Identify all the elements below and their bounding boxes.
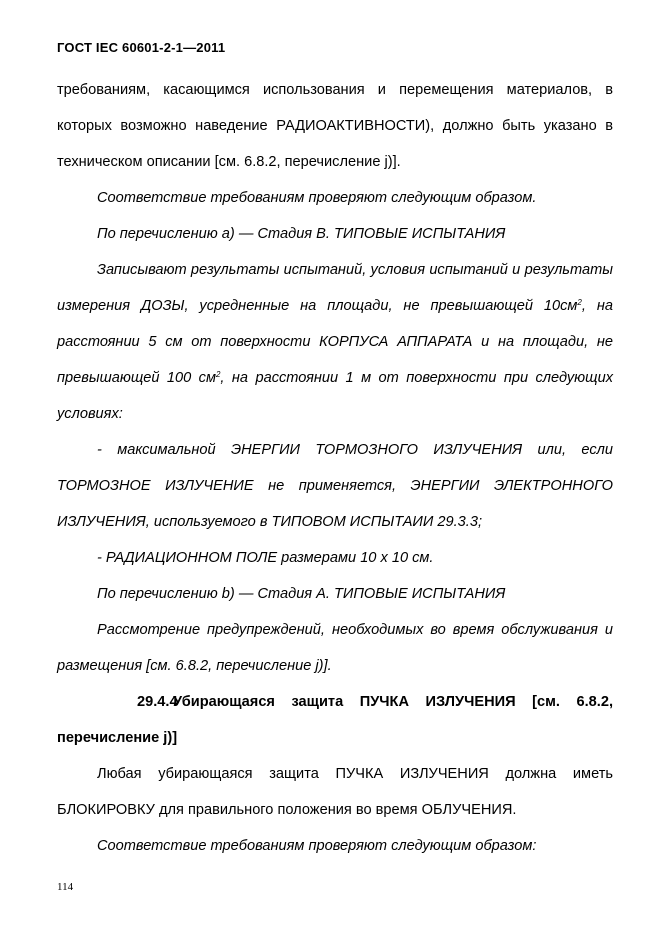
page-body (57, 72, 613, 864)
document-header: ГОСТ IEC 60601-2-1—2011 (57, 40, 226, 55)
interlock-paragraph: Любая убирающаяся защита ПУЧКА ИЗЛУЧЕНИЯ должна иметь БЛОКИРОВКУ для правильного положения во время ОБЛУЧЕНИЯ. (57, 766, 613, 818)
item-a-paragraph: По перечислению а) — Стадия В. ТИПОВЫЕ ИСПЫТАНИЯ (97, 226, 506, 242)
section-title: Убирающаяся защита ПУЧКА ИЗЛУЧЕНИЯ [см. 6.8.2, (173, 694, 613, 710)
dose-text-part3: , на расстоянии 1 м от поверхности при следующих условиях: (57, 370, 613, 422)
warnings-paragraph: Рассмотрение предупреждений, необходимых во время обслуживания и размещения [см. 6.8.2, перечисление j)]. (57, 622, 613, 674)
superscript-squared: 2 (215, 370, 221, 379)
section-heading (57, 684, 613, 720)
compliance-check-paragraph: Соответствие требованиям проверяют следующим образом. (97, 190, 537, 206)
item-b-paragraph: По перечислению b) — Стадия А. ТИПОВЫЕ ИСПЫТАНИЯ (97, 586, 506, 602)
condition-energy-paragraph: - максимальной ЭНЕРГИИ ТОРМОЗНОГО ИЗЛУЧЕНИЯ или, если ТОРМОЗНОЕ ИЗЛУЧЕНИЕ не применяется, ЭНЕРГИИ ЭЛЕКТРОННОГО ИЗЛУЧЕНИЯ, используемого в ТИПОВОМ ИСПЫТАИИ 29.3.3; (57, 442, 613, 530)
dose-text-part1: Записывают результаты испытаний, условия испытаний и результаты измерения ДОЗЫ, усредненные на площади, не превышающей 10см (57, 262, 613, 314)
condition-field-paragraph: - РАДИАЦИОННОМ ПОЛЕ размерами 10 х 10 см. (97, 550, 434, 566)
paragraph-continuation: требованиям, касающимся использования и перемещения материалов, в которых возможно наведение РАДИОАКТИВНОСТИ), должно быть указано в техническом описании [см. 6.8.2, перечисление j)]. (57, 82, 613, 170)
dose-text-part2: , на расстоянии 5 см от поверхности КОРПУСА АППАРАТА и на площади, не превышающей 100 см (57, 298, 613, 386)
page-number: 114 (57, 881, 74, 893)
compliance-check-paragraph-2: Соответствие требованиям проверяют следующим образом: (97, 838, 537, 854)
dose-measurement-paragraph (57, 252, 613, 432)
section-heading-continuation: перечисление j)] (57, 730, 178, 746)
superscript-squared: 2 (577, 298, 582, 307)
section-number: 29.4.4 (137, 694, 178, 710)
